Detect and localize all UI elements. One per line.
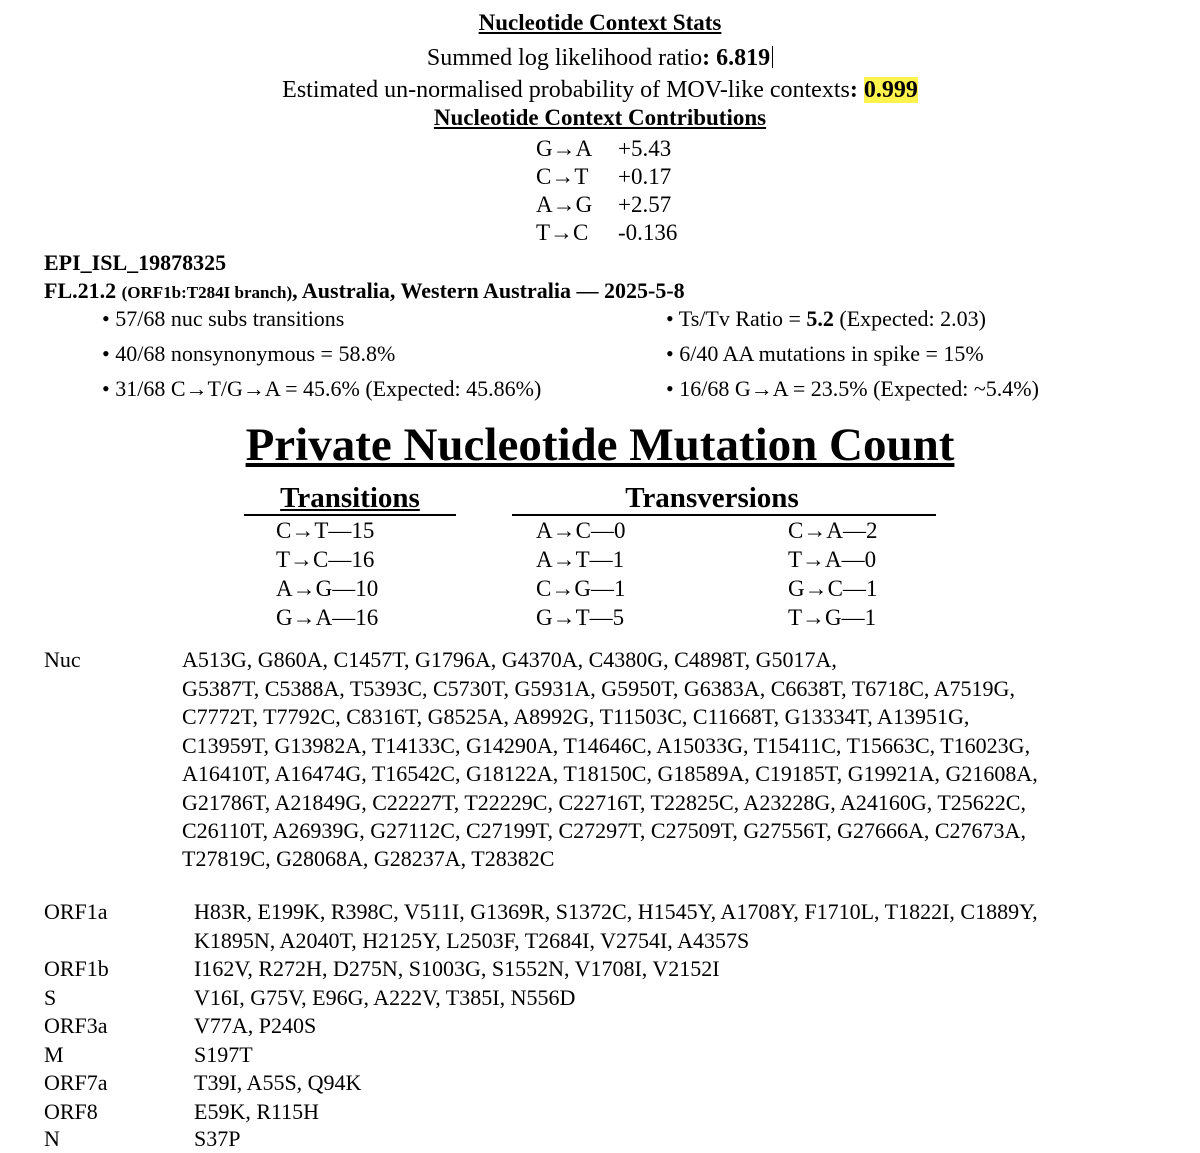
gene-label-orf3a: ORF3a	[44, 1013, 108, 1038]
transversion-count: T→G—1	[788, 605, 877, 630]
nuc-mutation-line: C13959T, G13982A, T14133C, G14290A, T14646C, A15033G, T15411C, T15663C, T16023G,	[182, 733, 1031, 758]
mov-probability-line: Estimated un-normalised probability of MOV-like contexts: 0.999	[282, 77, 918, 103]
transversions-rule	[512, 514, 936, 516]
branch-label: (ORF1b:T284I branch)	[121, 283, 293, 302]
prob-label: Estimated un-normalised probability of MOV-like contexts	[282, 77, 850, 103]
transversion-count: G→C—1	[788, 576, 878, 601]
gene-mutations-m: S197T	[194, 1042, 253, 1067]
ts-tv-value: 5.2	[806, 306, 834, 331]
stat-spike: • 6/40 AA mutations in spike = 15%	[666, 341, 984, 366]
gene-mutations-orf7a: T39I, A55S, Q94K	[194, 1070, 362, 1095]
transitions-header: Transitions	[280, 482, 420, 514]
transition-count: T→C—16	[276, 547, 375, 572]
gene-mutations-orf1a-cont: K1895N, A2040T, H2125Y, L2503F, T2684I, V2754I, A4357S	[194, 928, 750, 953]
transversion-count: A→T—1	[536, 547, 625, 572]
stat-ga: • 16/68 G→A = 23.5% (Expected: ~5.4%)	[666, 376, 1039, 401]
nuc-label: Nuc	[44, 647, 81, 672]
mutation-count-title: Private Nucleotide Mutation Count	[245, 419, 955, 471]
stat-ts-tv: • Ts/Tv Ratio = 5.2 (Expected: 2.03)	[666, 306, 986, 331]
contribution-row: G→A +5.43	[536, 136, 672, 161]
stat-ct-ga: • 31/68 C→T/G→A = 45.6% (Expected: 45.86%)	[102, 376, 542, 401]
text-cursor	[772, 46, 773, 68]
transition-count: C→T—15	[276, 518, 375, 543]
sample-id: EPI_ISL_19878325	[44, 250, 227, 275]
contribution-row: A→G +2.57	[536, 192, 672, 217]
gene-mutations-n: S37P	[194, 1126, 241, 1151]
transversion-count: A→C—0	[536, 518, 626, 543]
gene-mutations-orf1a: H83R, E199K, R398C, V511I, G1369R, S1372C, H1545Y, A1708Y, F1710L, T1822I, C1889Y,	[194, 899, 1038, 924]
transversion-count: C→A—2	[788, 518, 878, 543]
gene-label-s: S	[44, 985, 57, 1010]
gene-label-n: N	[44, 1126, 60, 1151]
context-stats-title: Nucleotide Context Stats	[478, 10, 722, 35]
transition-count: G→A—16	[276, 605, 379, 630]
nuc-mutation-line: A513G, G860A, C1457T, G1796A, G4370A, C4380G, C4898T, G5017A,	[182, 647, 837, 672]
gene-label-m: M	[44, 1042, 64, 1067]
transition-count: A→G—10	[276, 576, 379, 601]
transversion-count: C→G—1	[536, 576, 626, 601]
gene-mutations-s: V16I, G75V, E96G, A222V, T385I, N556D	[194, 985, 576, 1010]
contributions-title: Nucleotide Context Contributions	[433, 105, 767, 130]
location-date: , Australia, Western Australia — 2025-5-8	[292, 278, 685, 303]
log-likelihood-line: Summed log likelihood ratio: 6.819	[0, 45, 1200, 72]
llr-value: 6.819	[716, 45, 771, 71]
gene-label-orf1a: ORF1a	[44, 899, 108, 924]
nuc-mutation-line: T27819C, G28068A, G28237A, T28382C	[182, 846, 555, 871]
lineage-line	[44, 278, 685, 304]
stat-nonsynonymous: • 40/68 nonsynonymous = 58.8%	[102, 341, 396, 366]
gene-mutations-orf1b: I162V, R272H, D275N, S1003G, S1552N, V1708I, V2152I	[194, 956, 720, 981]
transversions-header: Transversions	[625, 482, 799, 514]
gene-label-orf7a: ORF7a	[44, 1070, 108, 1095]
gene-mutations-orf8: E59K, R115H	[194, 1099, 320, 1124]
contribution-row: C→T +0.17	[536, 164, 672, 189]
gene-label-orf1b: ORF1b	[44, 956, 109, 981]
lineage: FL.21.2	[44, 278, 117, 303]
transversion-count: T→A—0	[788, 547, 877, 572]
transversion-count: G→T—5	[536, 605, 625, 630]
nuc-mutation-line: G21786T, A21849G, C22227T, T22229C, C22716T, T22825C, A23228G, A24160G, T25622C,	[182, 790, 1026, 815]
prob-value-highlighted: 0.999	[863, 77, 918, 103]
llr-label: Summed log likelihood ratio	[426, 45, 703, 71]
gene-label-orf8: ORF8	[44, 1099, 98, 1124]
stat-transitions: • 57/68 nuc subs transitions	[102, 306, 345, 331]
nuc-mutation-line: A16410T, A16474G, T16542C, G18122A, T18150C, G18589A, C19185T, G19921A, G21608A,	[182, 761, 1038, 786]
gene-mutations-orf3a: V77A, P240S	[194, 1013, 317, 1038]
contribution-row: T→C -0.136	[536, 220, 678, 245]
nuc-mutation-line: C26110T, A26939G, G27112C, C27199T, C27297T, C27509T, G27556T, G27666A, C27673A,	[182, 818, 1026, 843]
nuc-mutation-line: C7772T, T7792C, C8316T, G8525A, A8992G, T11503C, C11668T, G13334T, A13951G,	[182, 704, 970, 729]
transitions-rule	[244, 514, 456, 516]
nuc-mutation-line: G5387T, C5388A, T5393C, C5730T, G5931A, G5950T, G6383A, C6638T, T6718C, A7519G,	[182, 676, 1015, 701]
